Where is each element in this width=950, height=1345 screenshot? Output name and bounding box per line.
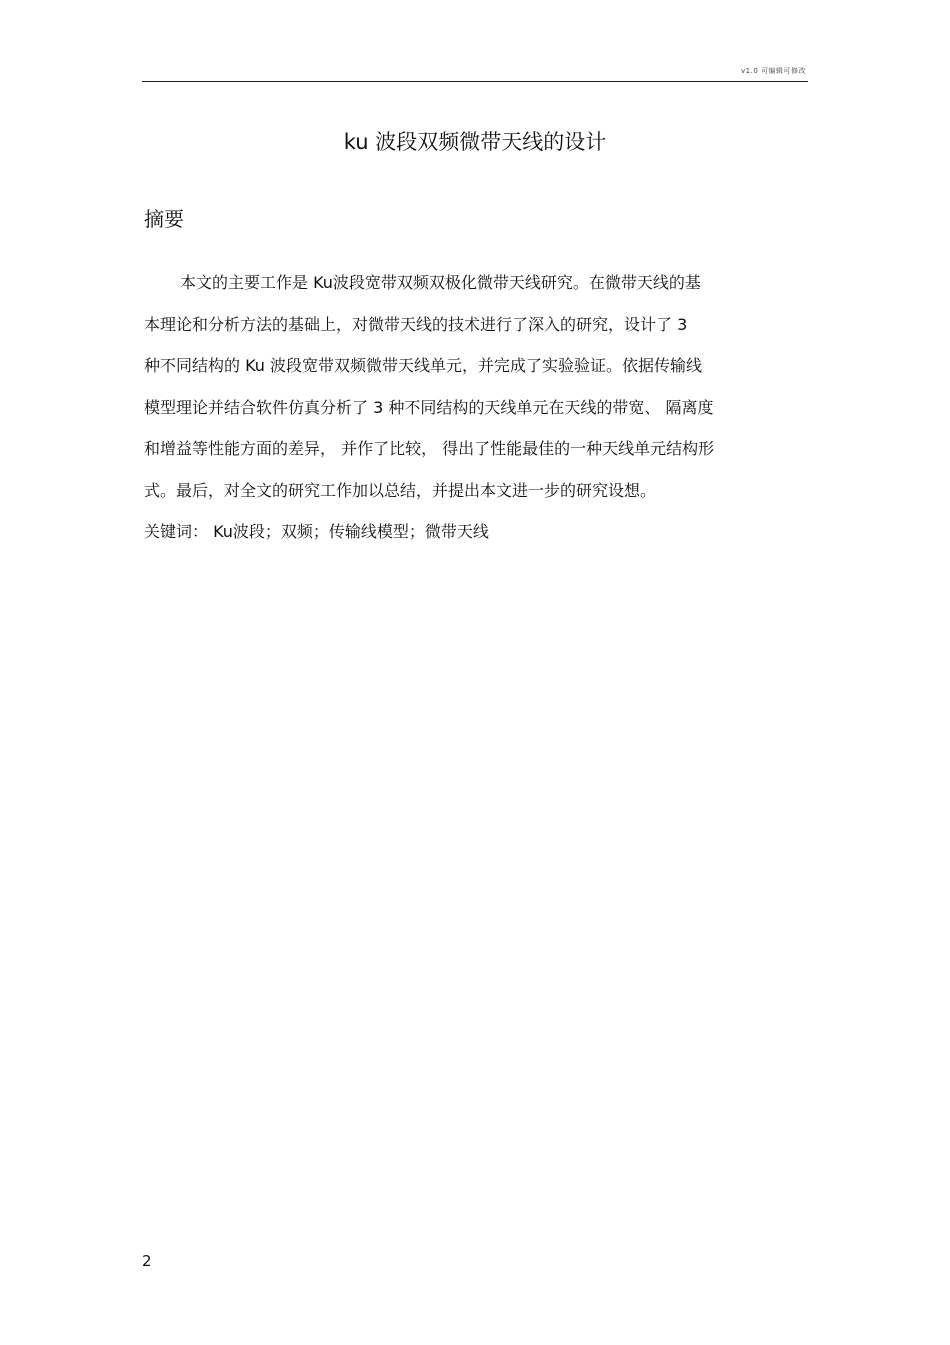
abstract-line: 本理论和分析方法的基础上，对微带天线的技术进行了深入的研究，设计了 3 [144,315,688,334]
document-title: ku 波段双频微带天线的设计 [343,130,607,154]
abstract-line: 本文的主要工作是 Ku波段宽带双频双极化微带天线研究。在微带天线的基 [180,273,701,292]
header-divider [142,81,808,82]
abstract-line: 和增益等性能方面的差异， 并作了比较， 得出了性能最佳的一种天线单元结构形 [144,439,715,458]
page-number: 2 [142,1252,152,1270]
header-version-note: v1.0 可编辑可修改 [741,67,806,75]
keywords-line: 关键词： Ku波段；双频；传输线模型；微带天线 [144,522,489,541]
abstract-line: 种不同结构的 Ku 波段宽带双频微带天线单元，并完成了实验验证。依据传输线 [144,356,703,375]
abstract-line: 模型理论并结合软件仿真分析了 3 种不同结构的天线单元在天线的带宽、 隔离度 [144,398,714,417]
abstract-heading: 摘要 [144,207,184,231]
abstract-line: 式。最后，对全文的研究工作加以总结，并提出本文进一步的研究设想。 [144,481,657,500]
